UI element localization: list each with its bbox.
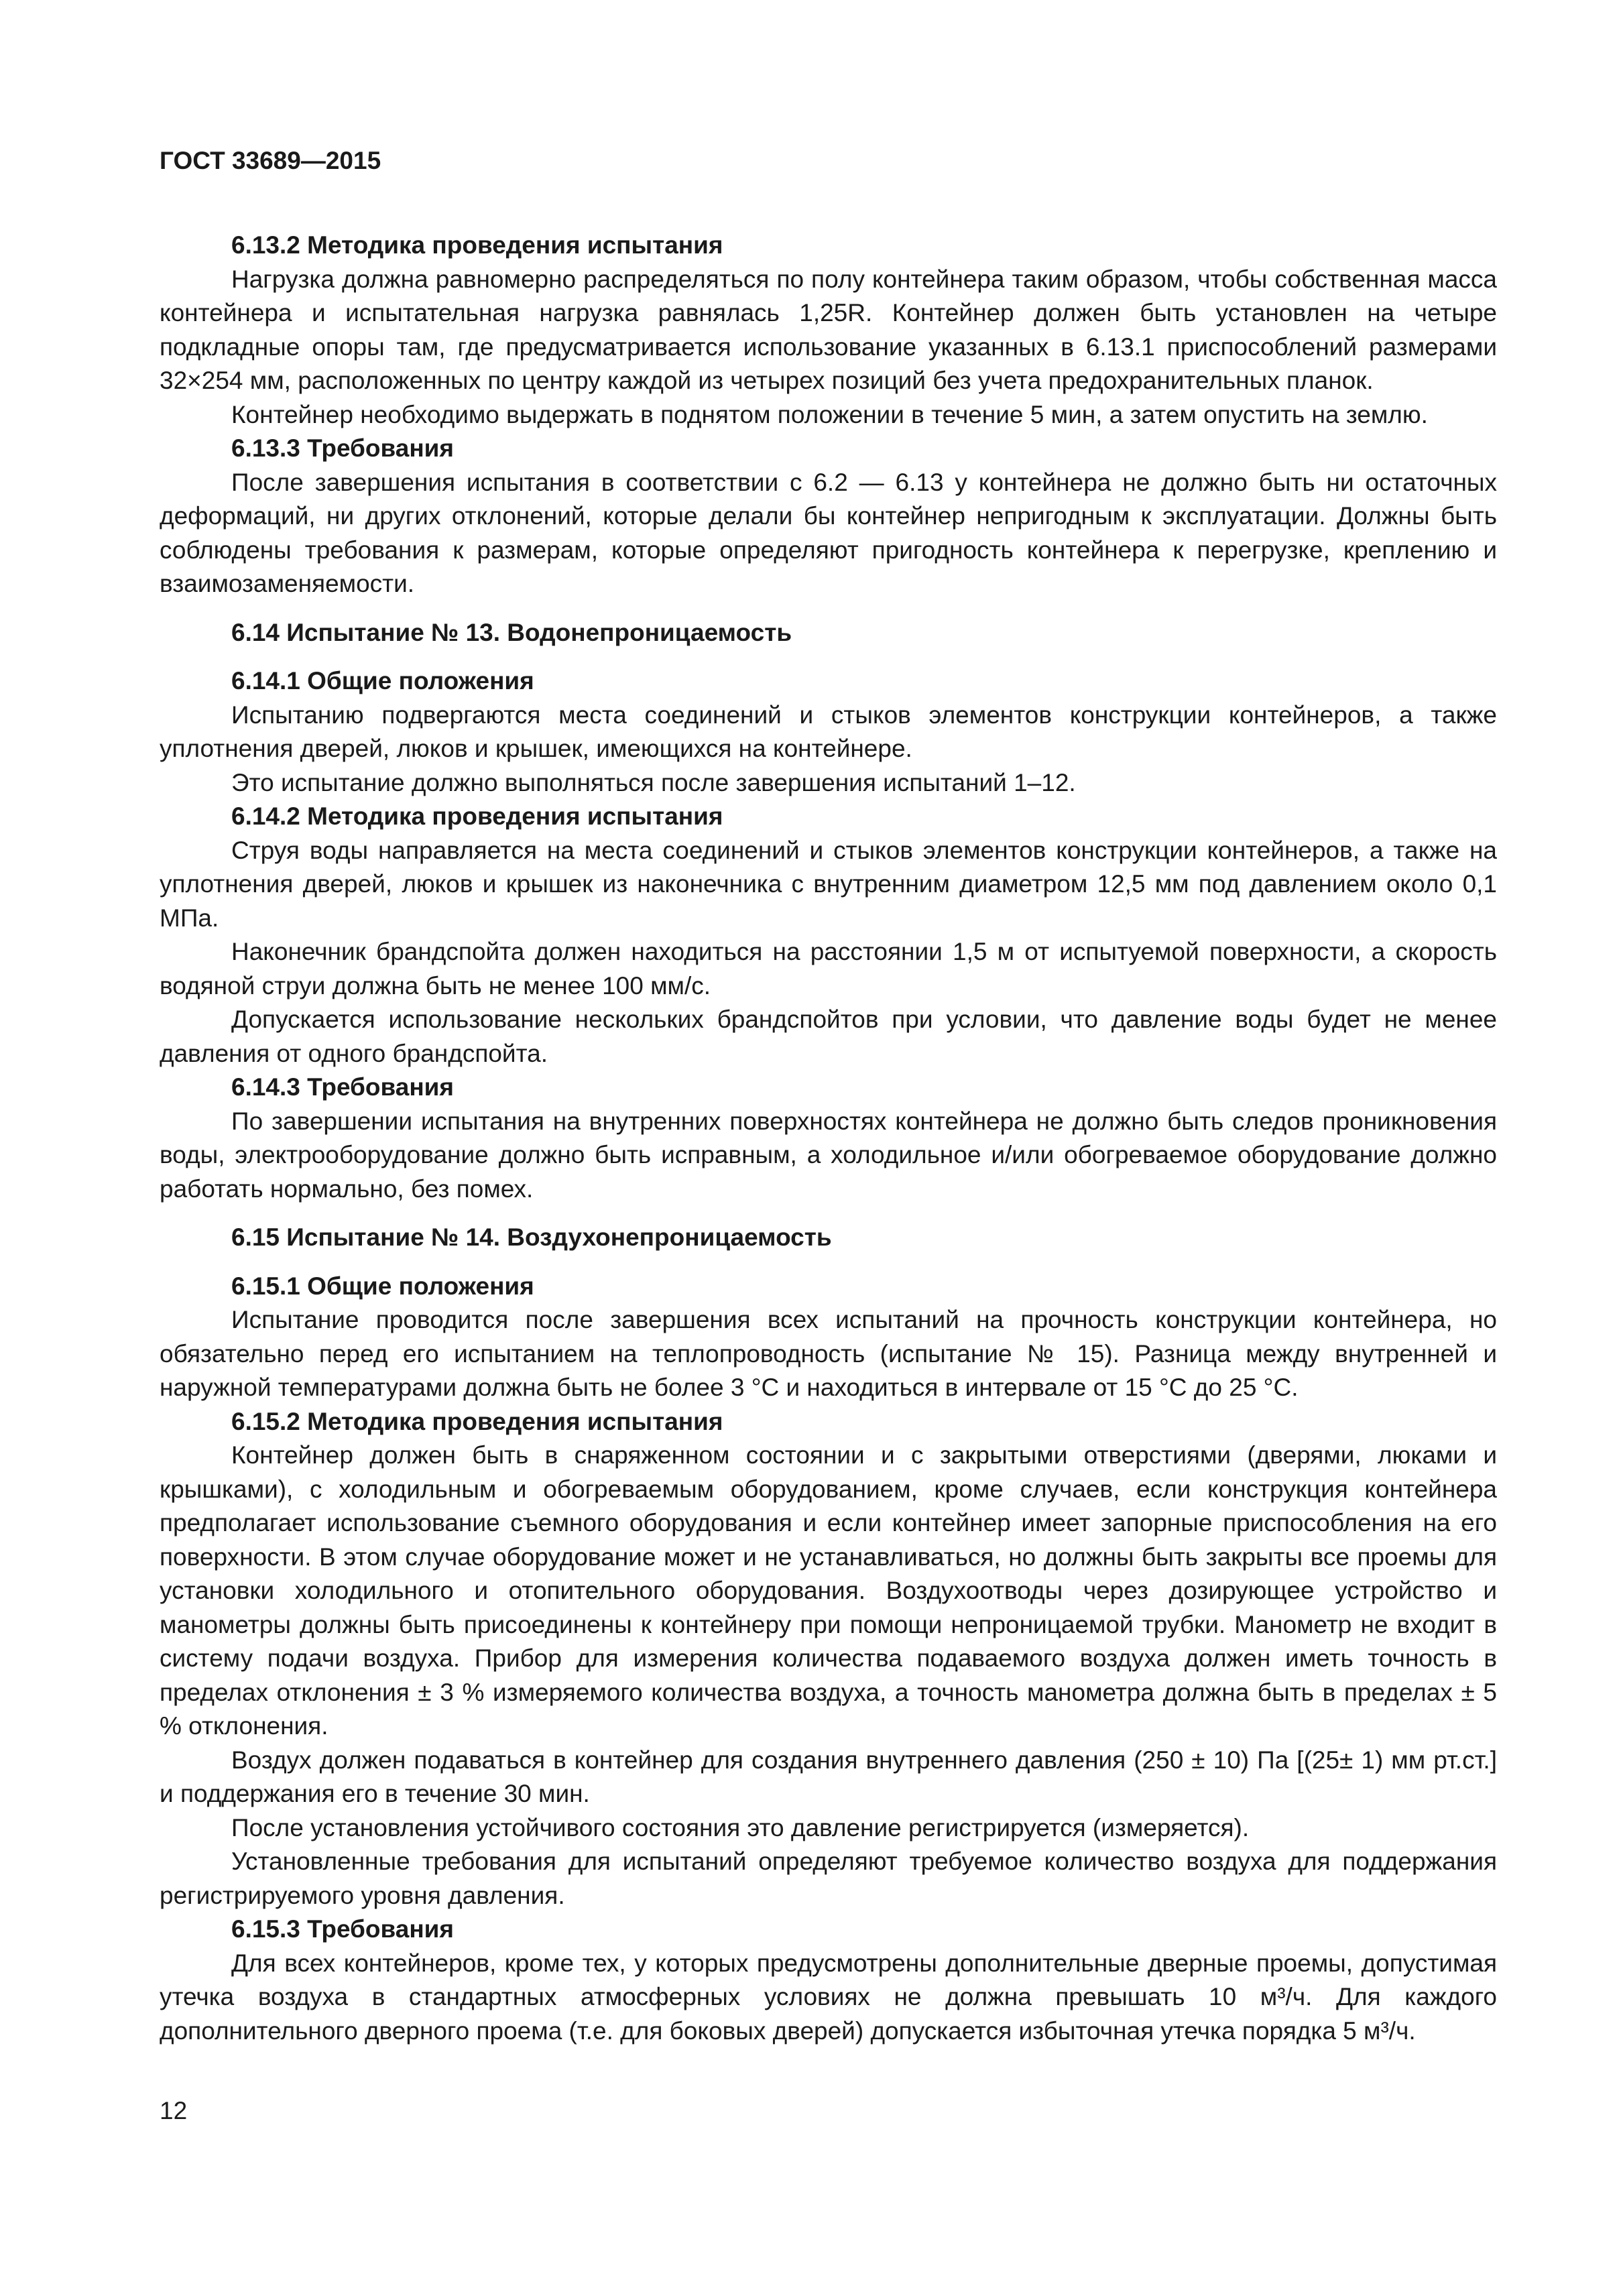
section-6-15-3-para-1: Для всех контейнеров, кроме тех, у которых предусмотрены дополнительные дверные проемы, допустимая утечка воздуха в стандартных атмосферных условиях не должна превышать 10 м³/ч. Для каждого дополнительного дверного проема (т.е. для боковых дверей) допускается избыточная утечка порядка 5 м³/ч. bbox=[160, 1949, 1497, 2045]
section-6-14-1-para-2: Это испытание должно выполняться после завершения испытаний 1–12. bbox=[231, 768, 1076, 796]
document-page bbox=[160, 144, 1497, 2048]
section-6-15-2-para-3: После установления устойчивого состояния это давление регистрируется (измеряется). bbox=[231, 1813, 1250, 1841]
document-header: ГОСТ 33689—2015 bbox=[160, 147, 381, 174]
section-6-14-title: 6.14 Испытание № 13. Водонепроницаемость bbox=[231, 618, 792, 646]
section-6-14-2-para-1: Струя воды направляется на места соединений и стыков элементов конструкции контейнеров, а также на уплотнения дверей, люков и крышек из наконечника с внутренним диаметром 12,5 мм под давлением около 0,1 МПа. bbox=[160, 836, 1497, 932]
section-6-15-2-para-2: Воздух должен подаваться в контейнер для создания внутреннего давления (250 ± 10) Па [(25± 1) мм рт.ст.] и поддержания его в течение 30 мин. bbox=[160, 1746, 1497, 1807]
section-6-15-title: 6.15 Испытание № 14. Воздухонепроницаемость bbox=[231, 1223, 832, 1251]
section-6-14-2-title: 6.14.2 Методика проведения испытания bbox=[231, 802, 723, 830]
page-number: 12 bbox=[160, 2097, 188, 2124]
section-6-13-2-para-1: Нагрузка должна равномерно распределяться по полу контейнера таким образом, чтобы собственная масса контейнера и испытательная нагрузка равнялась 1,25R. Контейнер должен быть установлен на четыре подкладные опоры там, где предусматривается использование указанных в 6.13.1 приспособлений размерами 32×254 мм, расположенных по центру каждой из четырех позиций без учета предохранительных планок. bbox=[160, 265, 1497, 394]
section-6-14-2-para-2: Наконечник брандспойта должен находиться на расстоянии 1,5 м от испытуемой поверхности, а скорость водяной струи должна быть не менее 100 мм/с. bbox=[160, 938, 1497, 1000]
section-6-15-2-title: 6.15.2 Методика проведения испытания bbox=[231, 1407, 723, 1435]
section-6-13-3-para-1: После завершения испытания в соответствии с 6.2 — 6.13 у контейнера не должно быть ни остаточных деформаций, ни других отклонений, которые делали бы контейнер непригодным к эксплуатации. Должны быть соблюдены требования к размерам, которые определяют пригодность контейнера к перегрузке, креплению и взаимозаменяемости. bbox=[160, 468, 1497, 597]
section-6-13-3-title: 6.13.3 Требования bbox=[231, 434, 455, 462]
section-6-14-1-title: 6.14.1 Общие положения bbox=[231, 667, 534, 694]
section-6-15-3-title: 6.15.3 Требования bbox=[231, 1915, 455, 1943]
section-6-14-3-title: 6.14.3 Требования bbox=[231, 1073, 455, 1101]
section-6-15-1-para-1: Испытание проводится после завершения всех испытаний на прочность конструкции контейнера, но обязательно перед его испытанием на теплопроводность (испытание № 15). Разница между внутренней и наружной температурами должна быть не более 3 °С и находиться в интервале от 15 °С до 25 °С. bbox=[160, 1306, 1497, 1401]
section-6-15-2-para-4: Установленные требования для испытаний определяют требуемое количество воздуха для поддержания регистрируемого уровня давления. bbox=[160, 1848, 1497, 1909]
section-6-13-2-para-2: Контейнер необходимо выдержать в поднятом положении в течение 5 мин, а затем опустить на землю. bbox=[231, 400, 1428, 428]
section-6-14-2-para-3: Допускается использование нескольких брандспойтов при условии, что давление воды будет не менее давления от одного брандспойта. bbox=[160, 1006, 1497, 1067]
section-6-15-1-title: 6.15.1 Общие положения bbox=[231, 1272, 534, 1300]
section-6-14-1-para-1: Испытанию подвергаются места соединений и стыков элементов конструкции контейнеров, а также уплотнения дверей, люков и крышек, имеющихся на контейнере. bbox=[160, 701, 1497, 762]
section-6-13-2-title: 6.13.2 Методика проведения испытания bbox=[231, 231, 723, 259]
section-6-15-2-para-1: Контейнер должен быть в снаряженном состоянии и с закрытыми отверстиями (дверями, люками и крышками), с холодильным и обогреваемым оборудованием, кроме случаев, если конструкция контейнера предполагает использование съемного оборудования и если контейнер имеет запорные приспособления на его поверхности. В этом случае оборудование может и не устанавливаться, но должны быть закрыты все проемы для установки холодильного и отопительного оборудования. Воздухоотводы через дозирующее устройство и манометры должны быть присоединены к контейнеру при помощи непроницаемой трубки. Манометр не входит в систему подачи воздуха. Прибор для измерения количества подаваемого воздуха должен иметь точность в пределах отклонения ± 3 % измеряемого количества воздуха, а точность манометра должна быть в пределах ± 5 % отклонения. bbox=[160, 1441, 1497, 1740]
section-6-14-3-para-1: По завершении испытания на внутренних поверхностях контейнера не должно быть следов проникновения воды, электрооборудование должно быть исправным, а холодильное и/или обогреваемое оборудование должно работать нормально, без помех. bbox=[160, 1107, 1497, 1203]
